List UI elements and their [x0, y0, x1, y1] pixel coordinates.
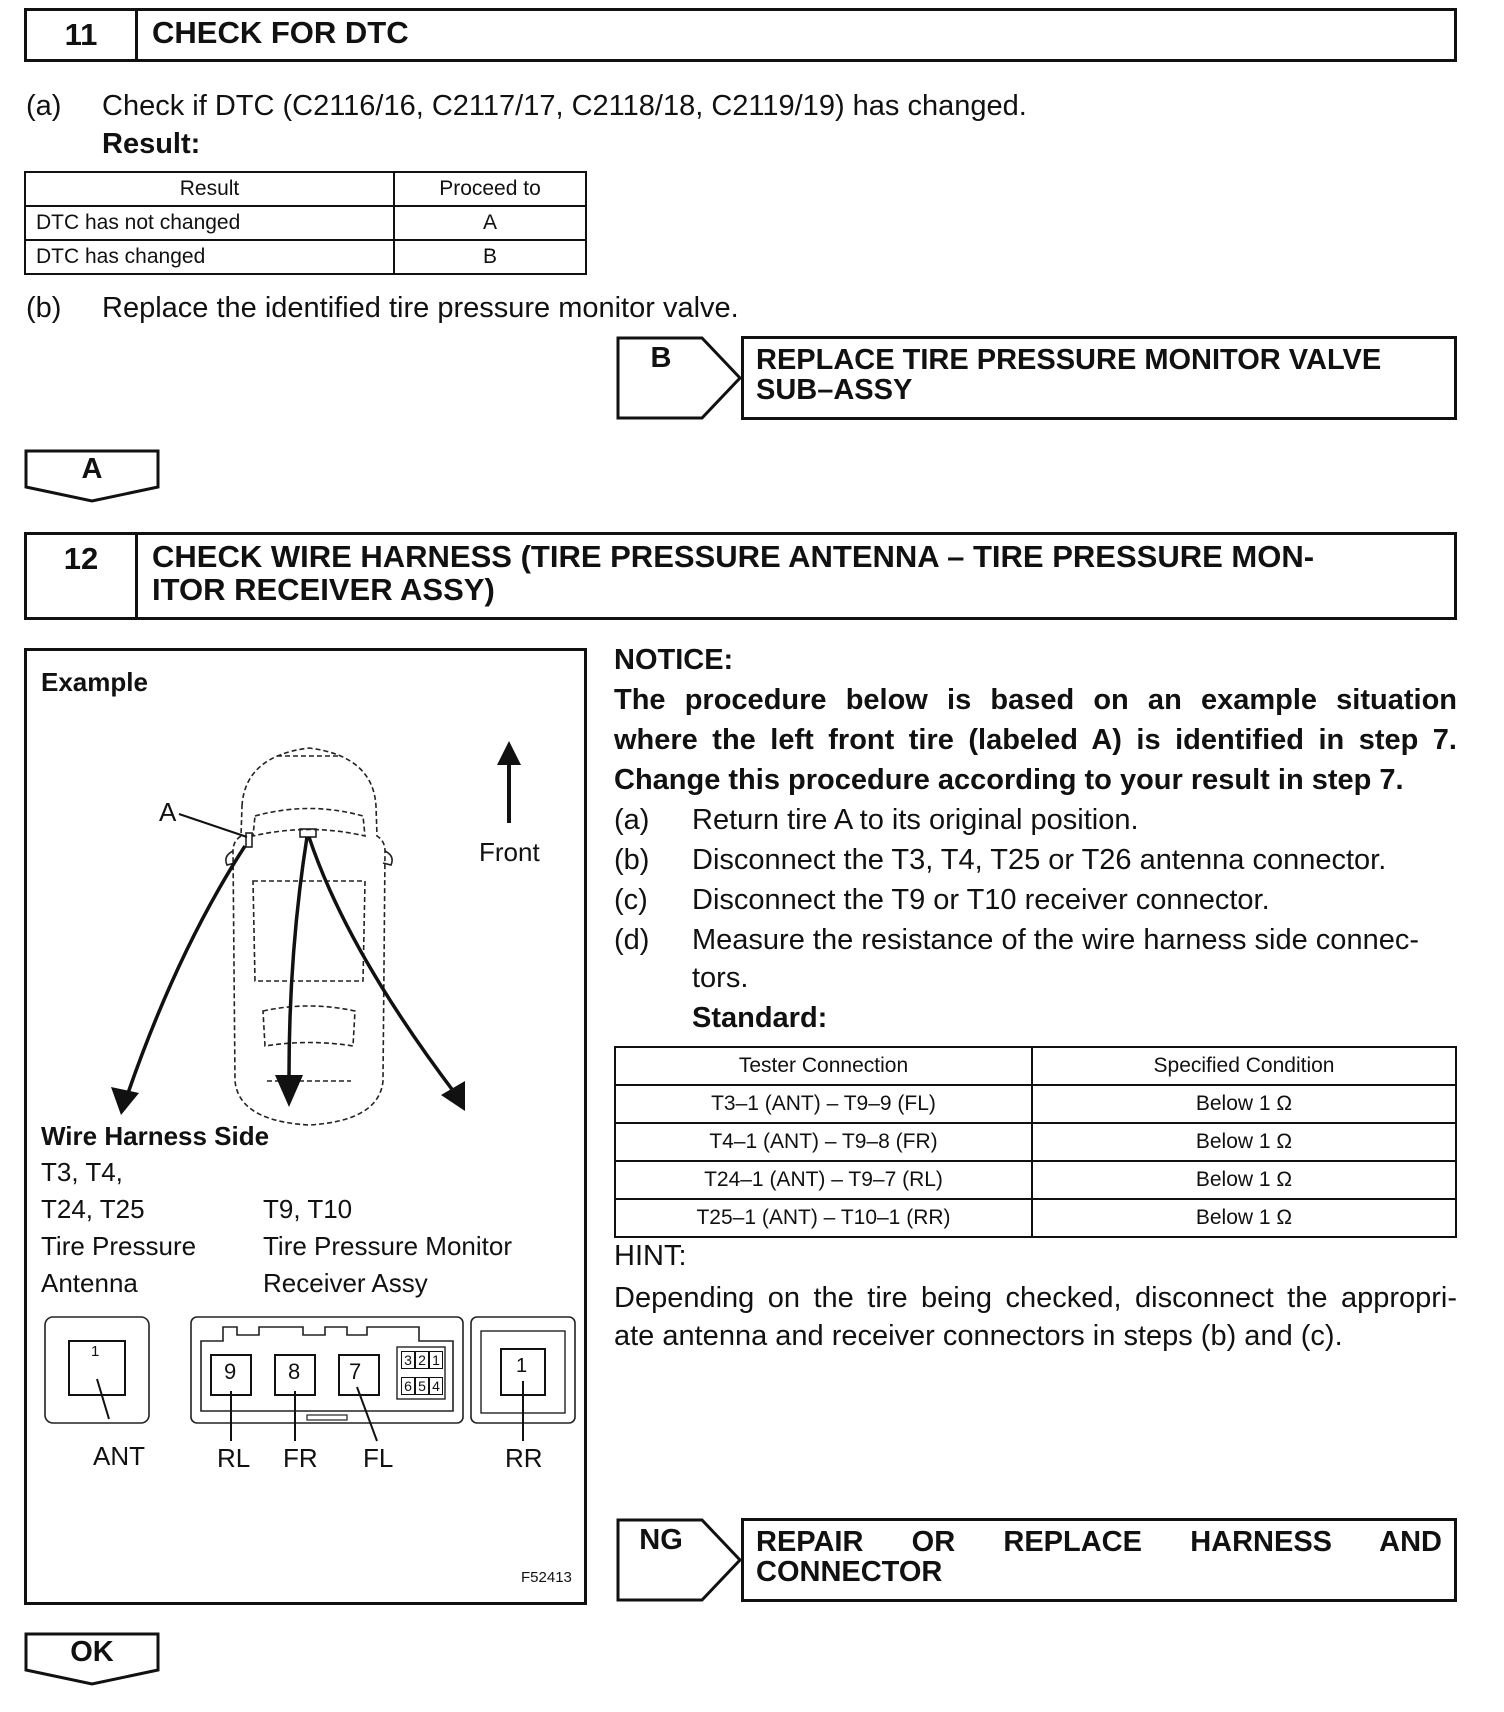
table-row [615, 1161, 1456, 1199]
table-header-cell: Proceed to [394, 172, 586, 206]
table-header-cell: Tester Connection [615, 1047, 1032, 1085]
receiver-connector-label: Receiver Assy [263, 1268, 428, 1298]
small-pin: 1 [429, 1351, 443, 1369]
hint-label: HINT: [614, 1240, 687, 1272]
terminal-label-ant: ANT [93, 1441, 145, 1471]
item-label: (d) [614, 924, 650, 956]
hint-text: Depending on the tire being checked, disconnect the appropri- [614, 1282, 1457, 1314]
table-row [615, 1199, 1456, 1237]
pin-number: 1 [516, 1355, 528, 1377]
step-title: CHECK FOR DTC [152, 15, 409, 50]
terminal-label-fl: FL [363, 1443, 394, 1473]
notice-text: Change this procedure according to your result in step 7. [614, 764, 1404, 796]
antenna-connector-label: Tire Pressure [41, 1231, 197, 1261]
table-cell: T3–1 (ANT) – T9–9 (FL) [615, 1085, 1032, 1123]
pin-number: 7 [349, 1359, 362, 1384]
table-cell: A [394, 206, 586, 240]
result-letter: NG [639, 1524, 683, 1556]
table-cell: Below 1 Ω [1032, 1199, 1456, 1237]
notice-text: The procedure below is based on an example situation [614, 684, 1457, 716]
item-text: Return tire A to its original position. [692, 804, 1139, 836]
result-letter: OK [70, 1636, 114, 1668]
item-text: Disconnect the T3, T4, T25 or T26 antenna connector. [692, 844, 1387, 876]
table-header-row [615, 1047, 1456, 1085]
table-cell: T4–1 (ANT) – T9–8 (FR) [615, 1123, 1032, 1161]
step-11-a-text: Check if DTC (C2116/16, C2117/17, C2118/18, C2119/19) has changed. [102, 90, 1027, 122]
result-b-arrow [616, 336, 744, 420]
notice-text: where the left front tire (labeled A) is identified in step 7. [614, 724, 1457, 756]
table-header-row [25, 172, 586, 206]
item-label: (b) [614, 844, 650, 876]
step-11-b-label: (b) [26, 292, 62, 324]
figure-example-label: Example [41, 667, 148, 697]
item-text: Measure the resistance of the wire harness side connec- [692, 924, 1419, 956]
small-pin: 5 [415, 1377, 429, 1395]
table-header-cell: Result [25, 172, 394, 206]
table-row [615, 1123, 1456, 1161]
hint-text: ate antenna and receiver connectors in steps (b) and (c). [614, 1320, 1343, 1352]
table-row [25, 206, 586, 240]
action-line: REPLACE TIRE PRESSURE MONITOR VALVE [756, 344, 1382, 376]
table-cell: Below 1 Ω [1032, 1123, 1456, 1161]
table-cell: B [394, 240, 586, 274]
step-title [152, 540, 1444, 606]
tire-a-label: A [159, 797, 177, 827]
step-number: 12 [27, 535, 138, 617]
table-cell: Below 1 Ω [1032, 1085, 1456, 1123]
result-ok-tab [24, 1632, 160, 1686]
result-a-tab [24, 449, 160, 503]
pin-number: 1 [91, 1343, 100, 1360]
front-label: Front [479, 837, 540, 867]
table-cell: T25–1 (ANT) – T10–1 (RR) [615, 1199, 1032, 1237]
table-header-cell: Specified Condition [1032, 1047, 1456, 1085]
antenna-connector-label: T3, T4, [41, 1157, 123, 1187]
step-12-header [24, 532, 1457, 620]
antenna-connector-label: T24, T25 [41, 1194, 145, 1224]
result-letter: B [650, 342, 672, 374]
item-label: (c) [614, 884, 648, 916]
terminal-label-rr: RR [505, 1443, 543, 1473]
terminal-label-rl: RL [217, 1443, 251, 1473]
item-text: tors. [692, 962, 749, 994]
spec-table [614, 1046, 1457, 1238]
table-cell: DTC has changed [25, 240, 394, 274]
result-ng-action [741, 1518, 1457, 1602]
table-row [25, 240, 586, 274]
item-label: (a) [614, 804, 650, 836]
antenna-connector-label: Antenna [41, 1268, 138, 1298]
receiver-connector-label: Tire Pressure Monitor [263, 1231, 512, 1261]
example-figure [24, 648, 587, 1605]
title-line: CHECK WIRE HARNESS (TIRE PRESSURE ANTENNA – TIRE PRESSURE MON- [152, 539, 1315, 574]
result-letter: A [81, 453, 103, 485]
figure-code: F52413 [521, 1569, 572, 1586]
receiver-connector-label: T9, T10 [263, 1194, 353, 1224]
step-number: 11 [27, 11, 138, 59]
small-pin: 6 [401, 1377, 415, 1395]
pin-number: 9 [224, 1359, 237, 1384]
table-cell: Below 1 Ω [1032, 1161, 1456, 1199]
result-ng-arrow [616, 1518, 744, 1602]
result-b-action [741, 336, 1457, 420]
pin-number: 8 [288, 1359, 301, 1384]
notice-label: NOTICE: [614, 644, 734, 676]
title-line: ITOR RECEIVER ASSY) [152, 572, 495, 607]
table-cell: DTC has not changed [25, 206, 394, 240]
item-text: Disconnect the T9 or T10 receiver connector. [692, 884, 1270, 916]
action-line: REPAIR OR REPLACE HARNESS AND [756, 1526, 1442, 1558]
small-pin: 2 [415, 1351, 429, 1369]
action-line: CONNECTOR [756, 1556, 943, 1588]
table-cell: T24–1 (ANT) – T9–7 (RL) [615, 1161, 1032, 1199]
table-row [615, 1085, 1456, 1123]
terminal-label-fr: FR [283, 1443, 318, 1473]
small-pin: 4 [429, 1377, 443, 1395]
result-label: Result: [102, 128, 201, 160]
action-line: SUB–ASSY [756, 374, 913, 406]
step-11-a-label: (a) [26, 90, 62, 122]
wire-harness-side-label: Wire Harness Side [41, 1121, 270, 1151]
small-pin: 3 [401, 1351, 415, 1369]
step-11-header [24, 8, 1457, 62]
step-11-b-text: Replace the identified tire pressure monitor valve. [102, 292, 739, 324]
standard-label: Standard: [692, 1002, 828, 1034]
result-table [24, 171, 587, 275]
